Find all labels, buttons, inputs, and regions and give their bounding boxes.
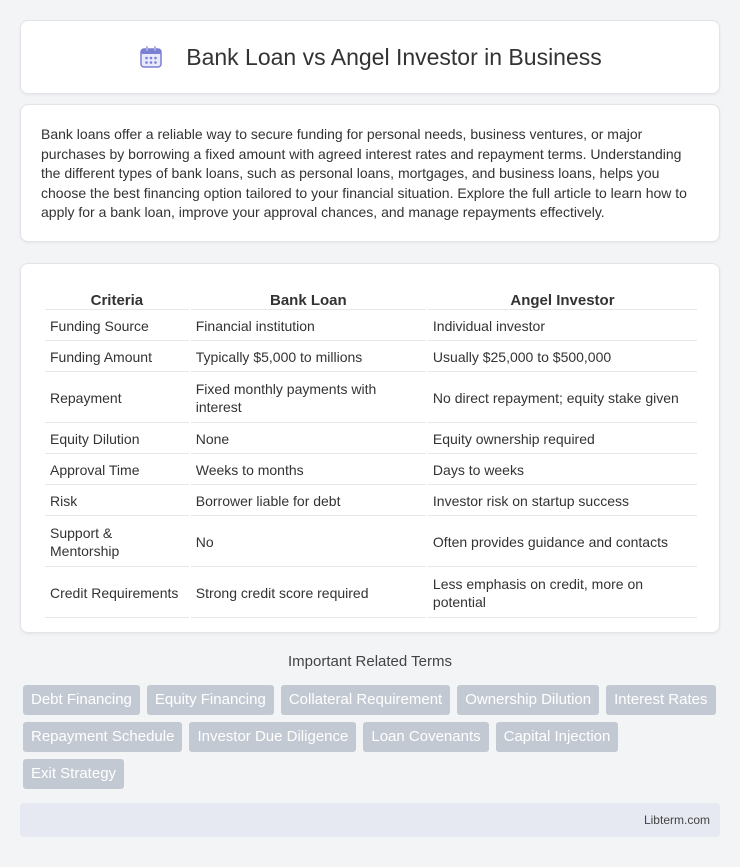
criteria-cell: Risk [45, 487, 189, 516]
column-header-criteria: Criteria [45, 286, 189, 310]
angel-investor-cell: Days to weeks [428, 456, 697, 485]
related-terms-title: Important Related Terms [288, 653, 452, 670]
page-title: Bank Loan vs Angel Investor in Business [186, 43, 602, 70]
related-term-tag[interactable]: Exit Strategy [23, 759, 124, 789]
comparison-table-card [20, 263, 720, 633]
bank-loan-cell: Borrower liable for debt [191, 487, 426, 516]
related-term-tag[interactable]: Equity Financing [147, 685, 274, 715]
criteria-cell: Equity Dilution [45, 425, 189, 454]
intro-card [20, 104, 720, 242]
table-row [45, 456, 697, 485]
related-term-tag[interactable]: Interest Rates [606, 685, 715, 715]
footer [20, 803, 720, 837]
bank-loan-cell: Weeks to months [191, 456, 426, 485]
column-header-bank-loan: Bank Loan [191, 286, 426, 310]
table-row [45, 374, 697, 423]
column-header-angel-investor: Angel Investor [428, 286, 697, 310]
related-term-tag[interactable]: Ownership Dilution [457, 685, 599, 715]
angel-investor-cell: Equity ownership required [428, 425, 697, 454]
footer-site-link[interactable]: Libterm.com [643, 813, 710, 827]
angel-investor-cell: Often provides guidance and contacts [428, 518, 697, 567]
table-row [45, 343, 697, 372]
bank-loan-cell: Financial institution [191, 312, 426, 341]
criteria-cell: Funding Source [45, 312, 189, 341]
table-header-row [45, 286, 697, 310]
related-terms-list [23, 685, 723, 789]
related-term-tag[interactable]: Capital Injection [496, 722, 619, 752]
criteria-cell: Funding Amount [45, 343, 189, 372]
criteria-cell: Approval Time [45, 456, 189, 485]
related-term-tag[interactable]: Repayment Schedule [23, 722, 182, 752]
table-row [45, 518, 697, 567]
intro-paragraph: Bank loans offer a reliable way to secure funding for personal needs, business ventures, or major purchases by borrowing a fixed amount with agreed interest rates and repayment terms. Understanding the different types of bank loans, such as personal loans, mortgages, and business loans, helps you choose the best financing option tailored to your financial situation. Explore the full article to learn how to apply for a bank loan, improve your approval chances, and manage repayments effectively. [41, 126, 687, 220]
table-row [45, 425, 697, 454]
table-row [45, 569, 697, 618]
criteria-cell: Repayment [45, 374, 189, 423]
table-row [45, 312, 697, 341]
angel-investor-cell: Less emphasis on credit, more on potential [428, 569, 697, 618]
related-term-tag[interactable]: Debt Financing [23, 685, 140, 715]
bank-loan-cell: Strong credit score required [191, 569, 426, 618]
angel-investor-cell: No direct repayment; equity stake given [428, 374, 697, 423]
angel-investor-cell: Usually $25,000 to $500,000 [428, 343, 697, 372]
criteria-cell: Support & Mentorship [45, 518, 189, 567]
calendar-icon [138, 44, 164, 70]
related-term-tag[interactable]: Loan Covenants [363, 722, 488, 752]
bank-loan-cell: Typically $5,000 to millions [191, 343, 426, 372]
bank-loan-cell: None [191, 425, 426, 454]
angel-investor-cell: Investor risk on startup success [428, 487, 697, 516]
angel-investor-cell: Individual investor [428, 312, 697, 341]
related-term-tag[interactable]: Collateral Requirement [281, 685, 450, 715]
table-row [45, 487, 697, 516]
comparison-table [43, 284, 699, 620]
related-term-tag[interactable]: Investor Due Diligence [189, 722, 356, 752]
bank-loan-cell: Fixed monthly payments with interest [191, 374, 426, 423]
criteria-cell: Credit Requirements [45, 569, 189, 618]
header-card [20, 20, 720, 94]
bank-loan-cell: No [191, 518, 426, 567]
